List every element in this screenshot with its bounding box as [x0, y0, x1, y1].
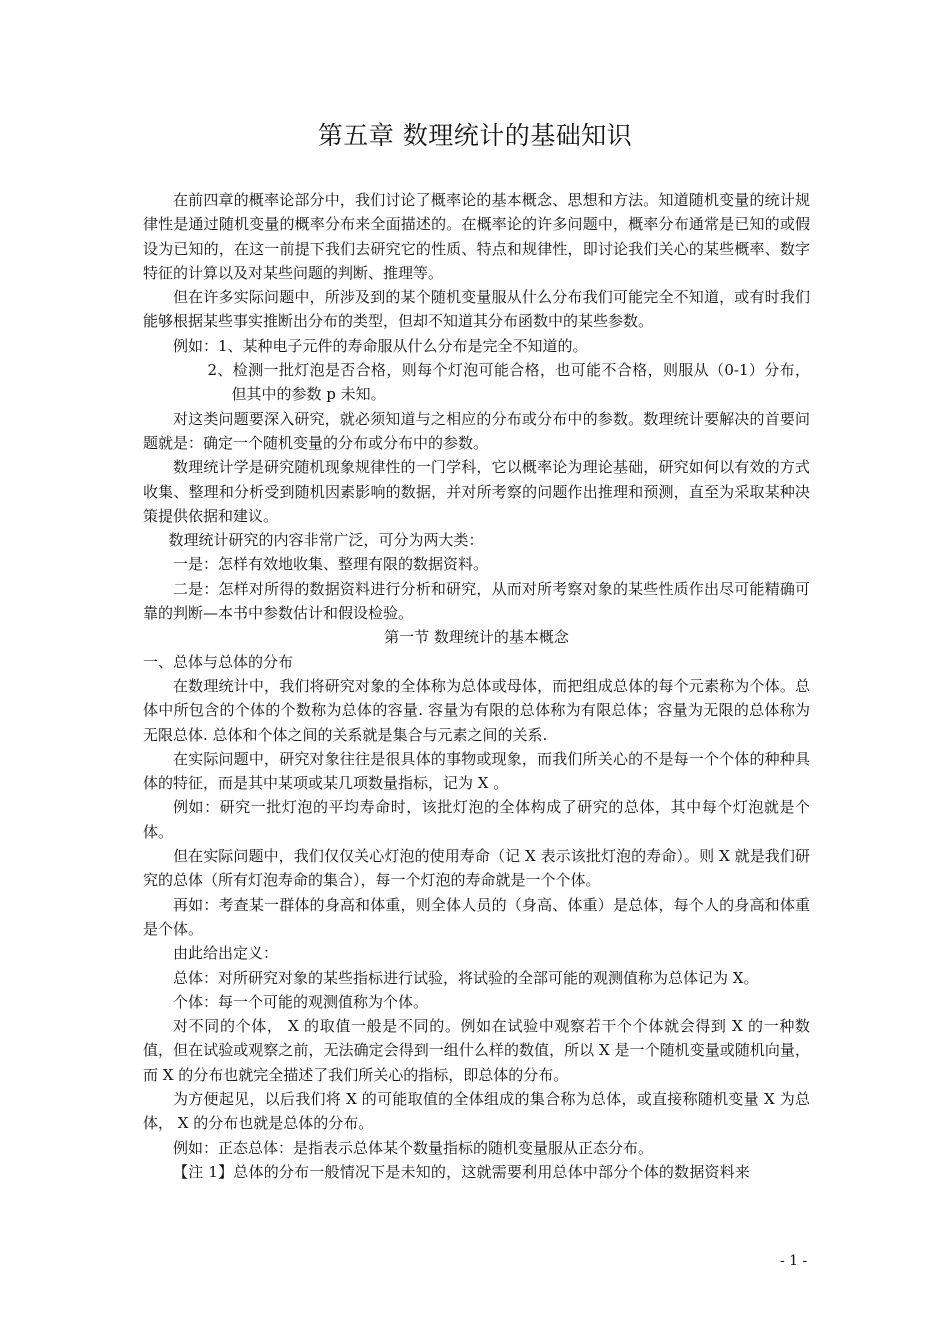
document-body	[143, 188, 810, 1184]
paragraph-normal-population: 例如：正态总体：是指表示总体某个数量指标的随机变量服从正态分布。	[173, 1138, 654, 1157]
paragraph-categories: 数理统计研究的内容非常广泛，可分为两大类：	[168, 531, 484, 550]
note-1: 【注 1】总体的分布一般情况下是未知的，这就需要利用总体中部分个体的数据资料来	[173, 1162, 751, 1181]
example-item-1: 例如：1、某种电子元件的寿命服从什么分布是完全不知道的。	[173, 336, 588, 355]
category-item-1: 一是：怎样有效地收集、整理有限的数据资料。	[173, 555, 489, 574]
paragraph-convention: 为方便起见，以后我们将 X 的可能取值的全体组成的集合称为总体，或直接称随机变量 X 为总体， X 的分布也就是总体的分布。	[143, 1089, 810, 1133]
category-item-2: 二是：怎样对所得的数据资料进行分析和研究，从而对所考察对象的某些性质作出尽可能精确可靠的判断—本书中参数估计和假设检验。	[143, 579, 810, 623]
definition-individual: 个体：每一个可能的观测值称为个体。	[173, 992, 429, 1011]
paragraph-definition-statistics: 数理统计学是研究随机现象规律性的一门学科，它以概率论为理论基础，研究如何以有效的方式收集、整理和分析受到随机因素影响的数据，并对所考察的问题作出推理和预测，直至为采取某种决策提供依据和建议。	[143, 458, 810, 525]
chapter-title: 第五章 数理统计的基础知识	[317, 121, 633, 150]
paragraph-bulb-lifetime: 但在实际问题中，我们仅仅关心灯泡的使用寿命（记 X 表示该批灯泡的寿命）。则 X 就是我们研究的总体（所有灯泡寿命的集合），每一个灯泡的寿命就是一个个体。	[143, 847, 810, 890]
definition-population: 总体：对所研究对象的某些指标进行试验，将试验的全部可能的观测值称为总体记为 X。	[173, 968, 759, 987]
paragraph-height-weight: 再如：考查某一群体的身高和体重，则全体人员的（身高、体重）是总体，每个人的身高和体重是个体。	[143, 895, 810, 938]
paragraph-population-definition: 在数理统计中，我们将研究对象的全体称为总体或母体，而把组成总体的每个元素称为个体。总体中所包含的个体的个数称为总体的容量. 容量为有限的总体称为有限总体；容量为无限的总体称为无限总体. 总体和个体之间的关系就是集合与元素之间的关系.	[143, 676, 810, 744]
paragraph-intro-2: 但在许多实际问题中，所涉及到的某个随机变量服从什么分布我们可能完全不知道，或有时我们能够根据某些事实推断出分布的类型，但却不知道其分布函数中的某些参数。	[143, 288, 810, 331]
example-item-2: 2、检测一批灯泡是否合格，则每个灯泡可能合格，也可能不合格，则服从（0-1）分布，但其中的参数 p 未知。	[207, 361, 810, 404]
section-heading: 第一节 数理统计的基本概念	[384, 628, 569, 647]
paragraph-bulb-example: 例如：研究一批灯泡的平均寿命时，该批灯泡的全体构成了研究的总体，其中每个灯泡就是个体。	[143, 798, 810, 841]
paragraph-definition-lead: 由此给出定义：	[173, 944, 279, 963]
paragraph-intro-3: 对这类问题要深入研究，就必须知道与之相应的分布或分布中的参数。数理统计要解决的首要问题就是：确定一个随机变量的分布或分布中的参数。	[143, 409, 810, 452]
paragraph-quantity-indicator: 在实际问题中，研究对象往往是很具体的事物或现象，而我们所关心的不是每一个个体的种种具体的特征，而是其中某项或某几项数量指标，记为 X 。	[143, 749, 810, 793]
paragraph-random-variable: 对不同的个体， X 的取值一般是不同的。例如在试验中观察若干个个体就会得到 X 的一种数值，但在试验或观察之前，无法确定会得到一组什么样的数值，所以 X 是一个随机变量或随机向量，而 X 的分布也就完全描述了我们所关心的指标，即总体的分布。	[143, 1017, 810, 1084]
page-number: - 1 -	[780, 1253, 808, 1269]
subsection-heading: 一、总体与总体的分布	[143, 652, 294, 671]
paragraph-intro-1: 在前四章的概率论部分中，我们讨论了概率论的基本概念、思想和方法。知道随机变量的统计规律性是通过随机变量的概率分布来全面描述的。在概率论的许多问题中，概率分布通常是已知的或假设为已知的，在这一前提下我们去研究它的性质、特点和规律性，即讨论我们关心的某些概率、数字特征的计算以及对某些问题的判断、推理等。	[143, 191, 810, 282]
